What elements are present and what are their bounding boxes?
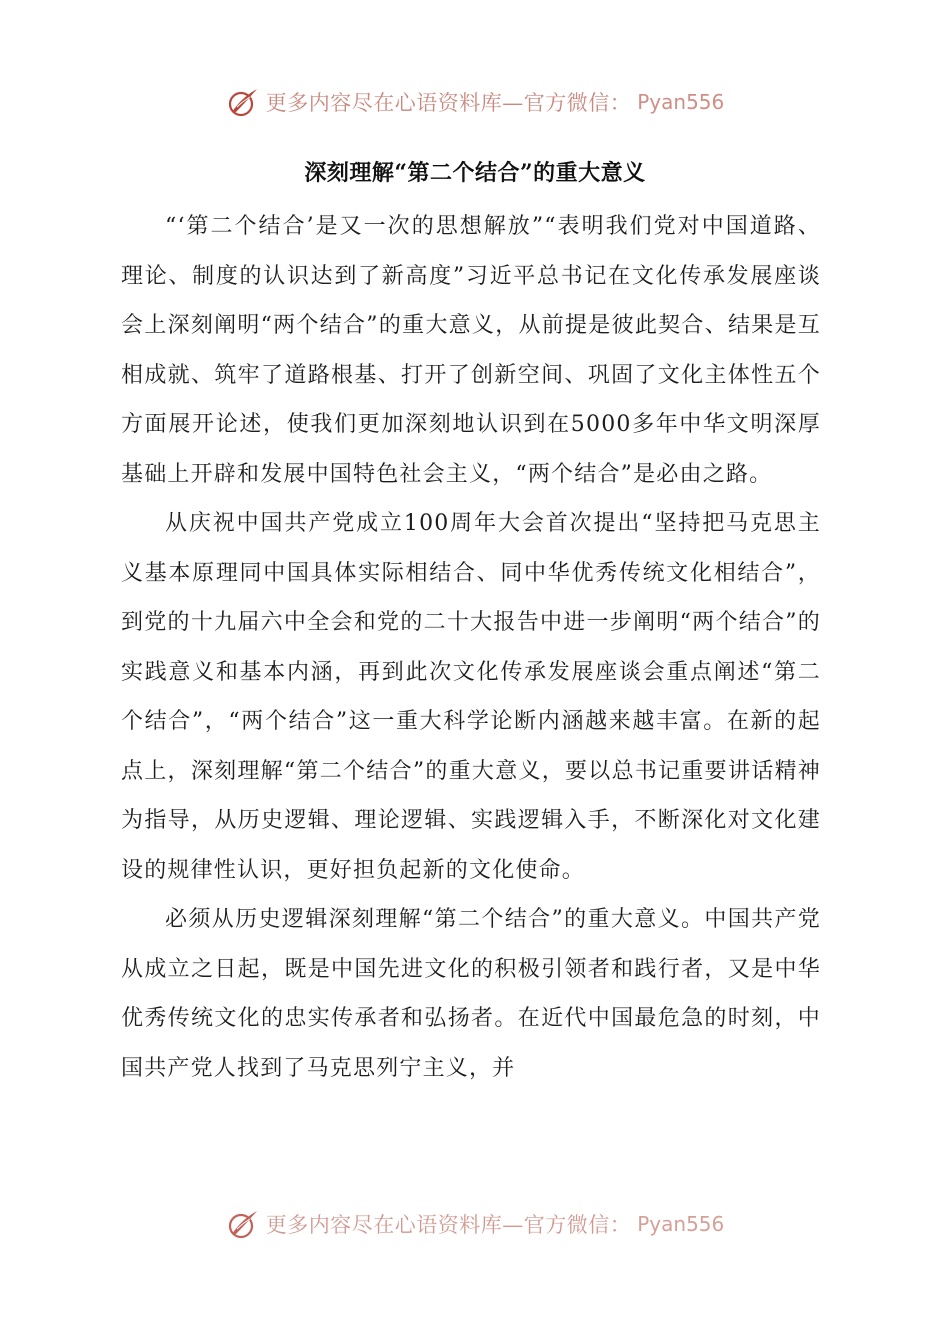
watermark-wechat-id: Pyan556: [637, 90, 725, 114]
document-title: 深刻理解“第二个结合”的重大意义: [304, 160, 646, 186]
watermark-text: 更多内容尽在心语资料库—官方微信：: [265, 91, 632, 115]
paragraph-3: 必须从历史逻辑深刻理解“第二个结合”的重大意义。中国共产党从成立之日起，既是中国先进文化的积极引领者和践行者，又是中华优秀传统文化的忠实传承者和弘扬者。在近代中国最危急的时刻，中国共产党人找到了马克思列宁主义，并: [121, 907, 821, 1081]
footer-watermark: [0, 1204, 950, 1244]
feather-swirl-logo-icon: [226, 1207, 260, 1241]
watermark-text: 更多内容尽在心语资料库—官方微信：: [265, 1213, 632, 1237]
document-body: [121, 202, 821, 1093]
feather-swirl-logo-icon: [226, 85, 260, 119]
paragraph-1: “‘第二个结合’是又一次的思想解放”“表明我们党对中国道路、理论、制度的认识达到了新高度”习近平总书记在文化传承发展座谈会上深刻阐明“两个结合”的重大意义，从前提是彼此契合、结果是互相成就、筑牢了道路根基、打开了创新空间、巩固了文化主体性五个方面展开论述，使我们更加深刻地认识到在5000多年中华文明深厚基础上开辟和发展中国特色社会主义，“两个结合”是必由之路。: [121, 214, 821, 487]
watermark-wechat-id: Pyan556: [637, 1212, 725, 1236]
header-watermark: [0, 82, 950, 122]
paragraph-2: 从庆祝中国共产党成立100周年大会首次提出“坚持把马克思主义基本原理同中国具体实际相结合、同中华优秀传统文化相结合”，到党的十九届六中全会和党的二十大报告中进一步阐明“两个结合”的实践意义和基本内涵，再到此次文化传承发展座谈会重点阐述“第二个结合”，“两个结合”这一重大科学论断内涵越来越丰富。在新的起点上，深刻理解“第二个结合”的重大意义，要以总书记重要讲话精神为指导，从历史逻辑、理论逻辑、实践逻辑入手，不断深化对文化建设的规律性认识，更好担负起新的文化使命。: [121, 511, 821, 883]
